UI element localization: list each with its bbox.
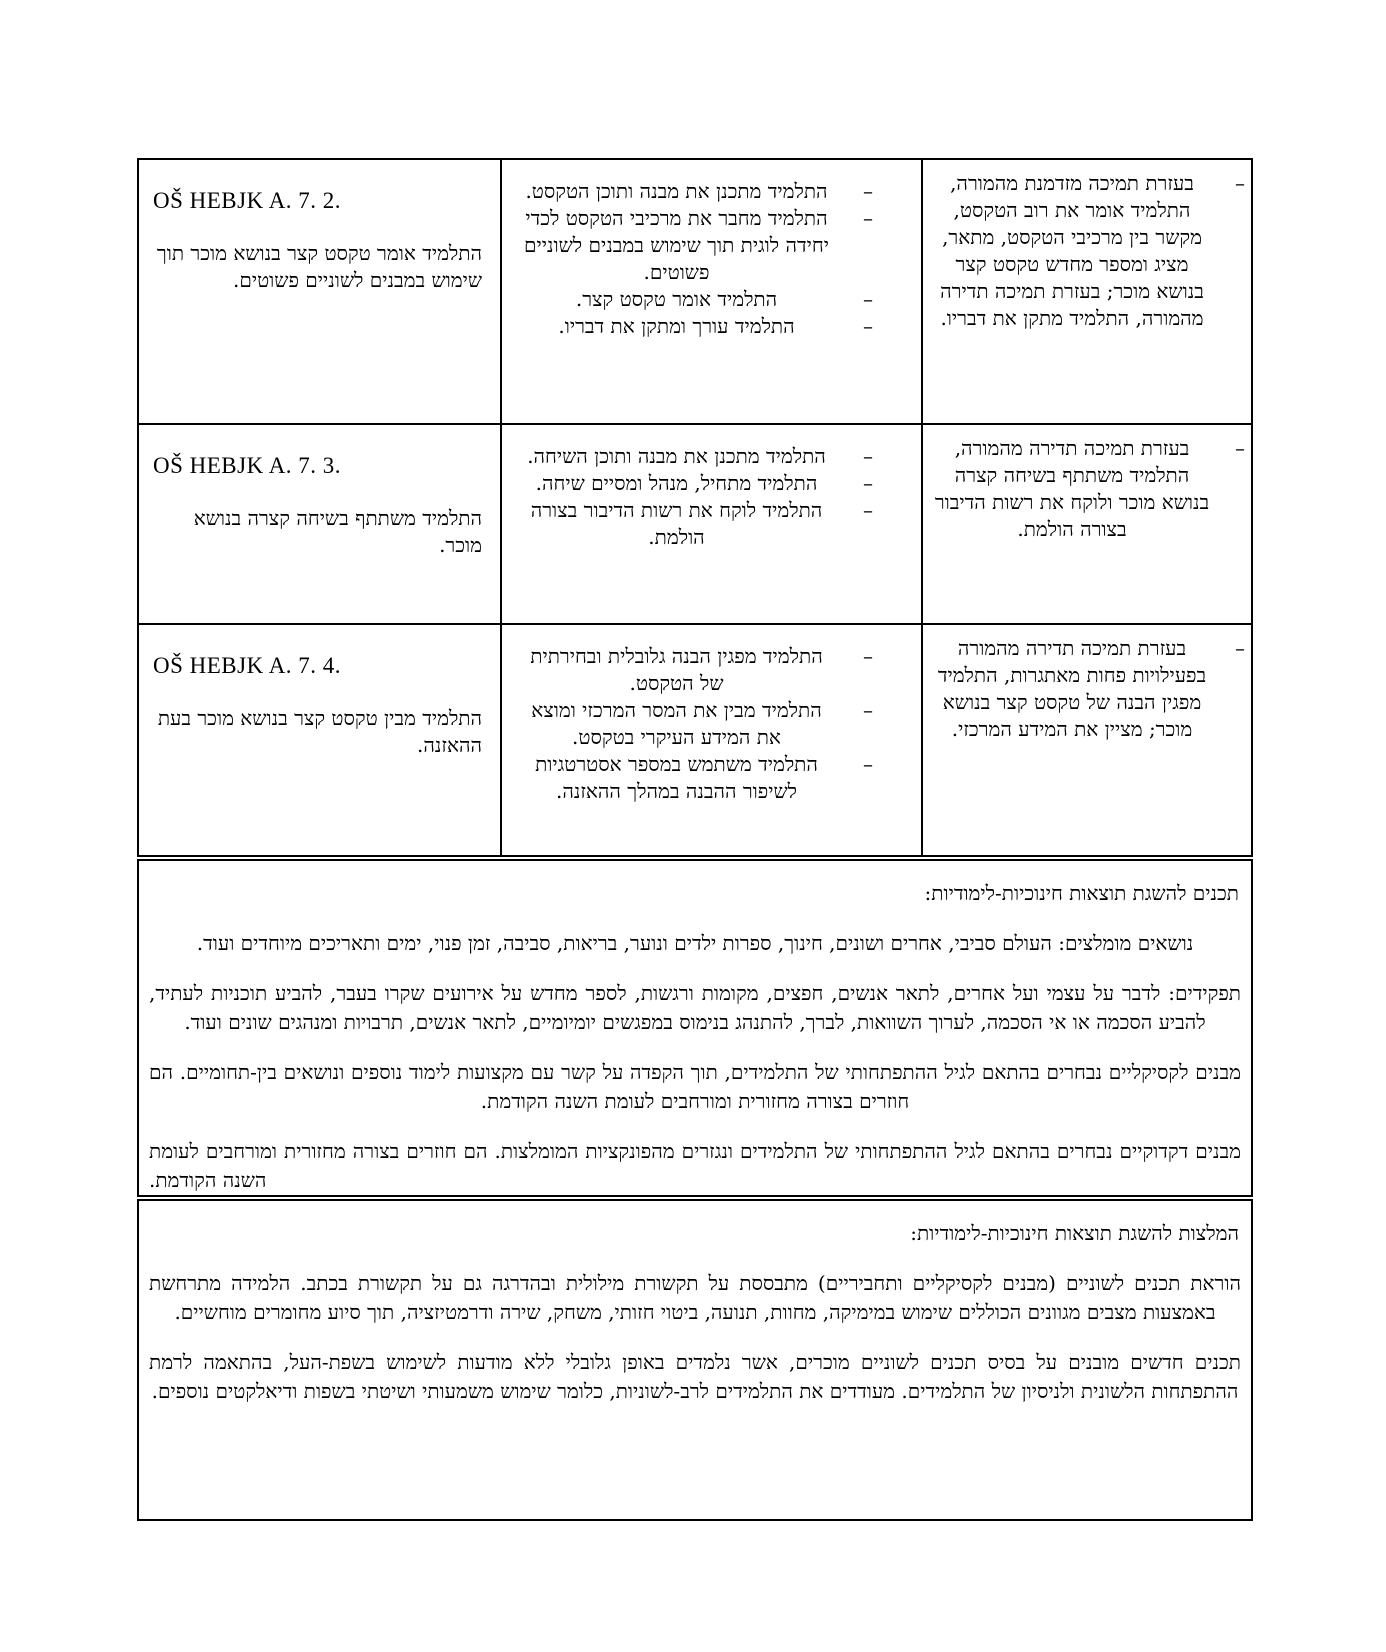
contents-section: [137, 859, 1253, 1197]
dash-bullet: –: [1235, 636, 1245, 660]
list-item-text: התלמיד מתכנן את מבנה ותוכן השיחה.: [527, 444, 826, 468]
recommendations-paragraph: תכנים חדשים מובנים על בסיס תכנים לשוניים מוכרים, אשר נלמדים באופן גלובלי ללא מודעות לשימוש בשפת-העל, בהתאמה לרמת ההתפתחות הלשונית ולניסיון של התלמידים. מעודדים את התלמידים לרב-לשוניות, כלומר שימוש משמעותי ושיטתי בשפות ודיאלקטים נוספים.: [149, 1350, 1241, 1403]
contents-paragraph: מבנים דקדוקיים נבחרים בהתאם לגיל ההתפתחותי של התלמידים ונגזרים מהפונקציות המומלצות. הם חוזרים בצורה מחזורית ומורחבים לעומת השנה הקודמת.: [149, 1139, 1241, 1192]
outcome-text: התלמיד משתתף בשיחה קצרה בנושא מוכר.: [193, 506, 482, 557]
outcome-text: התלמיד אומר טקסט קצר בנושא מוכר תוך שימוש במבנים לשוניים פשוטים.: [156, 241, 482, 292]
contents-heading: תכנים להשגת תוצאות חינוכיות-לימודיות:: [924, 881, 1239, 905]
list-item: [502, 178, 921, 205]
list-item: [502, 313, 921, 340]
dash-bullet: –: [1235, 171, 1245, 195]
dash-bullet: –: [863, 444, 873, 468]
dash-bullet: –: [863, 698, 873, 722]
dash-bullet: –: [863, 644, 873, 668]
list-item-text: בעזרת תמיכה תדירה מהמורה בפעילויות פחות מאתגרות, התלמיד מפגין הבנה של טקסט קצר בנושא מוכר; מציין את המידע המרכזי.: [937, 636, 1207, 741]
dash-bullet: –: [863, 752, 873, 776]
recommendations-heading: המלצות להשגת תוצאות חינוכיות-לימודיות:: [910, 1221, 1239, 1245]
recommendations-section: [137, 1199, 1253, 1521]
dash-bullet: –: [863, 498, 873, 522]
outcome-code: OŠ HEBJK A. 7. 2.: [153, 188, 342, 213]
dash-bullet: –: [863, 314, 873, 338]
list-item: [502, 751, 921, 805]
dash-bullet: –: [863, 179, 873, 203]
contents-paragraph: תפקידים: לדבר על עצמי ועל אחרים, לתאר אנשים, חפצים, מקומות ורגשות, לספר מחדש על אירועים שקרו בעבר, להביע תוכניות לעתיד, להביע הסכמה או אי הסכמה, לערוך השוואות, לברך, להתנהג בנימוס במפגשים יומיומיים, לתאר אנשים, תרבויות ומנהגים שונים ועוד.: [149, 981, 1241, 1034]
recommendations-paragraph: הוראת תכנים לשוניים (מבנים לקסיקליים ותחביריים) מתבססת על תקשורת מילולית ובהדרגה גם על תקשורת בכתב. הלמידה מתרחשת באמצעות מצבים מגוונים הכוללים שימוש במימיקה, מחוות, תנועה, ביטוי חזותי, משחק, שירה ודרמטיזציה, תוך סיוע מחומרים מוחשיים.: [149, 1271, 1241, 1324]
outcome-cell-a73: [139, 423, 500, 623]
list-item-text: התלמיד עורך ומתקן את דבריו.: [558, 314, 795, 338]
list-item-text: בעזרת תמיכה מזדמנת מהמורה, התלמיד אומר את רוב הטקסט, מקשר בין מרכיבי הטקסט, מתאר, מציג ומספר מחדש טקסט קצר בנושא מוכר; בעזרת תמיכה תדירה מהמורה, התלמיד מתקן את דבריו.: [940, 171, 1204, 330]
outcome-cell-a74: [139, 623, 500, 855]
list-item-text: התלמיד מתחיל, מנהל ומסיים שיחה.: [535, 471, 818, 495]
outcomes-table: [137, 158, 1253, 857]
list-item: [502, 443, 921, 470]
outcome-code: OŠ HEBJK A. 7. 4.: [153, 653, 342, 678]
list-item-text: התלמיד משתמש במספר אסטרטגיות לשיפור ההבנה במהלך ההאזנה.: [535, 752, 818, 803]
contents-paragraph: מבנים לקסיקליים נבחרים בהתאם לגיל ההתפתחותי של התלמידים, תוך הקפדה על קשר עם מקצועות לימוד נוספים ונושאים בין-תחומיים. הם חוזרים בצורה מחזורית ומורחבים לעומת השנה הקודמת.: [149, 1060, 1241, 1113]
list-item: [502, 470, 921, 497]
list-item: [502, 697, 921, 751]
outcome-text: התלמיד מבין טקסט קצר בנושא מוכר בעת ההאזנה.: [157, 706, 482, 757]
list-item-text: התלמיד מחבר את מרכיבי הטקסט לכדי יחידה לוגית תוך שימוש במבנים לשוניים פשוטים.: [524, 206, 829, 284]
list-item-text: התלמיד לוקח את רשות הדיבור בצורה הולמת.: [530, 498, 823, 549]
support-cell-a72: [921, 160, 1251, 423]
list-item: [923, 170, 1251, 332]
elaboration-cell-a74: [500, 623, 921, 855]
list-item: [923, 435, 1251, 543]
outcome-code: OŠ HEBJK A. 7. 3.: [153, 453, 342, 478]
contents-paragraph: נושאים מומלצים: העולם סביבי, אחרים ושונים, חינוך, ספרות ילדים ונוער, בריאות, סביבה, זמן פנוי, ימים ותאריכים מיוחדים ועוד.: [196, 931, 1194, 955]
outcome-cell-a72: [139, 160, 500, 423]
list-item-text: התלמיד מתכנן את מבנה ותוכן הטקסט.: [525, 179, 828, 203]
list-item: [502, 286, 921, 313]
list-item: [502, 643, 921, 697]
list-item-text: התלמיד אומר טקסט קצר.: [575, 287, 778, 311]
list-item-text: התלמיד מפגין הבנה גלובלית ובחירתית של הטקסט.: [530, 644, 823, 695]
list-item: [502, 205, 921, 286]
elaboration-cell-a73: [500, 423, 921, 623]
support-cell-a74: [921, 623, 1251, 855]
dash-bullet: –: [1235, 436, 1245, 460]
list-item: [923, 635, 1251, 743]
dash-bullet: –: [863, 471, 873, 495]
list-item-text: בעזרת תמיכה תדירה מהמורה, התלמיד משתתף בשיחה קצרה בנושא מוכר ולוקח את רשות הדיבור בצורה הולמת.: [934, 436, 1210, 541]
elaboration-cell-a72: [500, 160, 921, 423]
dash-bullet: –: [863, 206, 873, 230]
list-item-text: התלמיד מבין את המסר המרכזי ומוצא את המידע העיקרי בטקסט.: [531, 698, 822, 749]
dash-bullet: –: [863, 287, 873, 311]
support-cell-a73: [921, 423, 1251, 623]
list-item: [502, 497, 921, 551]
